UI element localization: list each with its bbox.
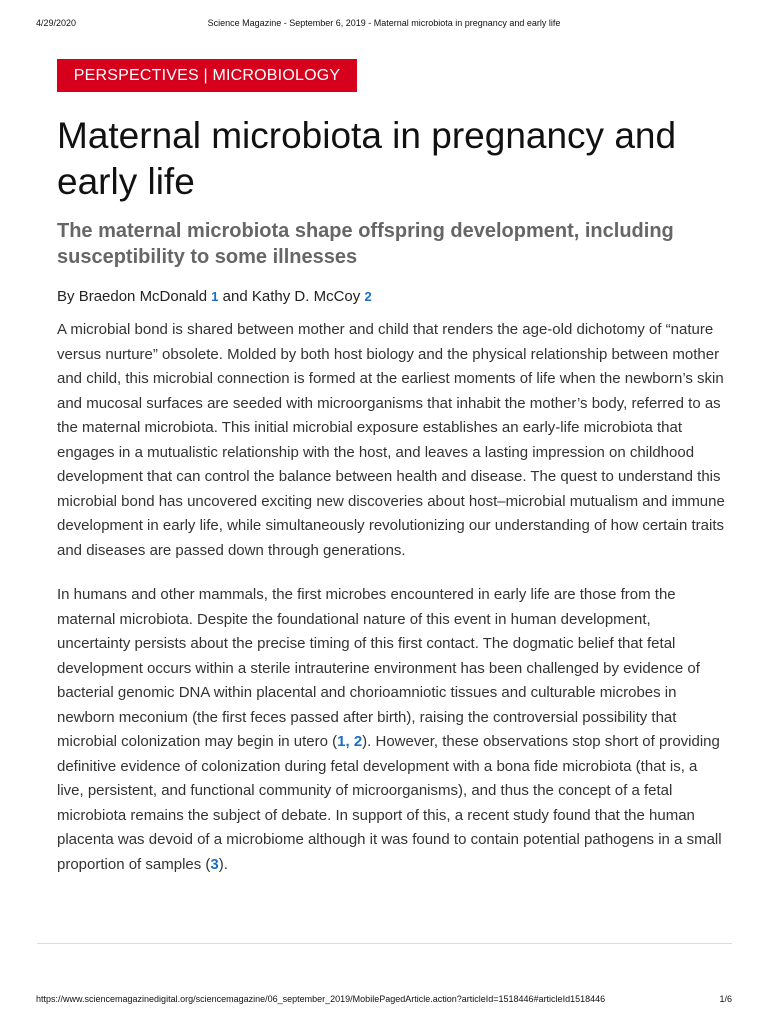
author-name: Kathy D. McCoy [251, 288, 361, 305]
print-footer [36, 994, 732, 1008]
paragraph-text: In humans and other mammals, the first microbes encountered in early life are those from the maternal microbiota. Despite the foundational nature of this event in human development, uncertainty persists about the precise timing of this first contact. The dogmatic belief that fetal development occurs within a sterile intrauterine environment has been challenged by evidence of bacterial genomic DNA within placental and chorioamniotic tissues and culturable microbes in newborn meconium (the first feces passed after birth), raising the controversial possibility that microbial colonization may begin in utero ( [57, 586, 700, 750]
paragraph-text: ). However, these observations stop short of providing definitive evidence of colonization during fetal development with a bona fide microbiota (that is, a live, persistent, and functional community of microorganisms), and thus the concept of a fetal microbiota remains the subject of debate. In support of this, a recent study found that the human placenta was devoid of a microbiome although it was found to contain potential pathogens in a small proportion of samples ( [57, 733, 722, 873]
author-affiliation-link[interactable]: 2 [364, 289, 372, 304]
section-label[interactable]: PERSPECTIVES | MICROBIOLOGY [57, 59, 357, 92]
reference-link[interactable]: 3 [210, 855, 219, 873]
print-url: https://www.sciencemagazinedigital.org/sciencemagazine/06_september_2019/MobilePagedArticle.action?articleId=1518446#articleId1518446 [36, 994, 606, 1004]
byline-joiner: and [218, 288, 252, 305]
article-body [57, 318, 725, 897]
page-number: 1/6 [719, 994, 732, 1004]
article-title: Maternal microbiota in pregnancy and early life [57, 115, 677, 202]
print-header [36, 18, 732, 32]
author-name: Braedon McDonald [78, 288, 208, 305]
byline-prefix: By [57, 288, 79, 305]
print-date: 4/29/2020 [36, 18, 77, 28]
byline [57, 287, 747, 307]
print-document-title: Science Magazine - September 6, 2019 - Maternal microbiota in pregnancy and early life [207, 18, 561, 28]
author-affiliation-link[interactable]: 1 [211, 289, 219, 304]
divider [37, 943, 732, 944]
article-deck: The maternal microbiota shape offspring development, including susceptibility to some illnesses [57, 220, 674, 268]
reference-link[interactable]: 1, 2 [337, 733, 363, 750]
body-paragraph [57, 583, 725, 877]
paragraph-text: ). [218, 855, 228, 873]
body-paragraph: A microbial bond is shared between mother and child that renders the age-old dichotomy of “nature versus nurture” obsolete. Molded by both host biology and the physical relationship between mother and child, this microbial connection is formed at the earliest moments of life when the newborn’s skin and mucosal surfaces are seeded with microorganisms that inhabit the mother’s body, referred to as the maternal microbiota. This initial microbial exposure establishes an early-life microbiota that engages in a mutualistic relationship with the host, and leaves a lasting impression on childhood development that can control the balance between health and disease. The quest to understand this microbial bond has uncovered exciting new discoveries about host–microbial mutualism and immune development in early life, while simultaneously revolutionizing our understanding of how certain traits and diseases are passed down through generations. [57, 321, 725, 559]
